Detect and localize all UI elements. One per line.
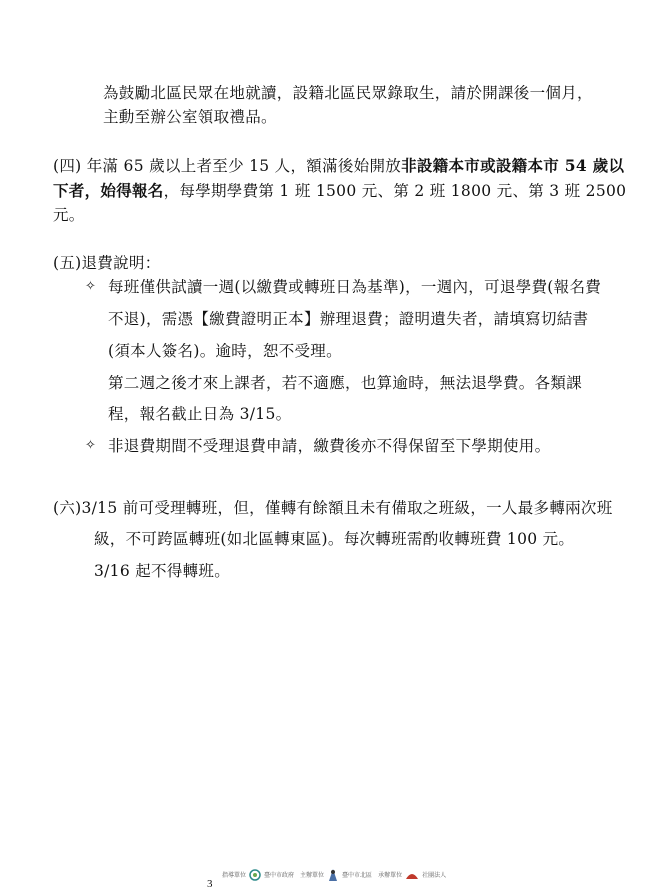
- para4-line2: [53, 180, 626, 202]
- district-emblem-icon: [327, 867, 339, 883]
- para4-line3: 元。: [53, 206, 85, 224]
- para6-line3: 3/16 起不得轉班。: [94, 562, 231, 580]
- footer-logo-strip: [222, 866, 446, 884]
- para4-line2-bold: 下者，始得報名: [53, 181, 164, 200]
- executor-logo-group: [378, 869, 446, 881]
- logo-label-district: 臺中市北區: [342, 871, 373, 879]
- para4-line1: [53, 155, 624, 177]
- para5-item1-line3: (須本人簽名)。逾時，恕不受理。: [108, 342, 342, 360]
- para6-line2: 級，不可跨區轉班(如北區轉東區)。每次轉班需酌收轉班費 100 元。: [94, 530, 575, 548]
- para6-line1: (六)3/15 前可受理轉班，但，僅轉有餘額且未有備取之班級，一人最多轉兩次班: [53, 499, 613, 517]
- bullet-diamond-icon: ✧: [85, 279, 96, 294]
- association-emblem-icon: [405, 869, 419, 881]
- page-number: 3: [207, 878, 213, 890]
- para5-heading: (五)退費說明：: [53, 254, 161, 272]
- logo-label-executor: 承辦單位: [378, 871, 403, 879]
- city-emblem-icon: [249, 869, 261, 881]
- para5-item1-line1: 每班僅供試讀一週(以繳費或轉班日為基準)，一週內，可退學費(報名費: [108, 278, 602, 296]
- para4-line1-normal: (四) 年滿 65 歲以上者至少 15 人，額滿後始開放: [53, 157, 402, 175]
- para4-line2-normal: ，每學期學費第 1 班 1500 元、第 2 班 1800 元、第 3 班 2500: [163, 182, 627, 200]
- logo-label-guide: 指導單位: [222, 871, 247, 879]
- para5-item1-line4: 第二週之後才來上課者，若不適應，也算逾時，無法退學費。各類課: [108, 374, 583, 392]
- para3-line2: 主動至辦公室領取禮品。: [103, 108, 277, 126]
- logo-label-organizer: 主辦單位: [300, 871, 325, 879]
- bullet-diamond-icon: ✧: [85, 438, 96, 453]
- para5-item2: 非退費期間不受理退費申請，繳費後亦不得保留至下學期使用。: [108, 437, 551, 455]
- logo-label-association: 社團法人: [422, 871, 447, 879]
- logo-label-city: 臺中市政府: [264, 871, 295, 879]
- para5-item1-line5: 程，報名截止日為 3/15。: [108, 405, 292, 423]
- para4-line1-bold: 非設籍本市或設籍本市 54 歲以: [401, 156, 625, 175]
- para5-item1-line2: 不退)，需憑【繳費證明正本】辦理退費；證明遺失者，請填寫切結書: [108, 310, 589, 328]
- organizer-logo-group: [300, 867, 372, 883]
- sponsor-logo-group: [222, 869, 294, 881]
- para3-line1: 為鼓勵北區民眾在地就讀，設籍北區民眾錄取生，請於開課後一個月，: [103, 84, 593, 102]
